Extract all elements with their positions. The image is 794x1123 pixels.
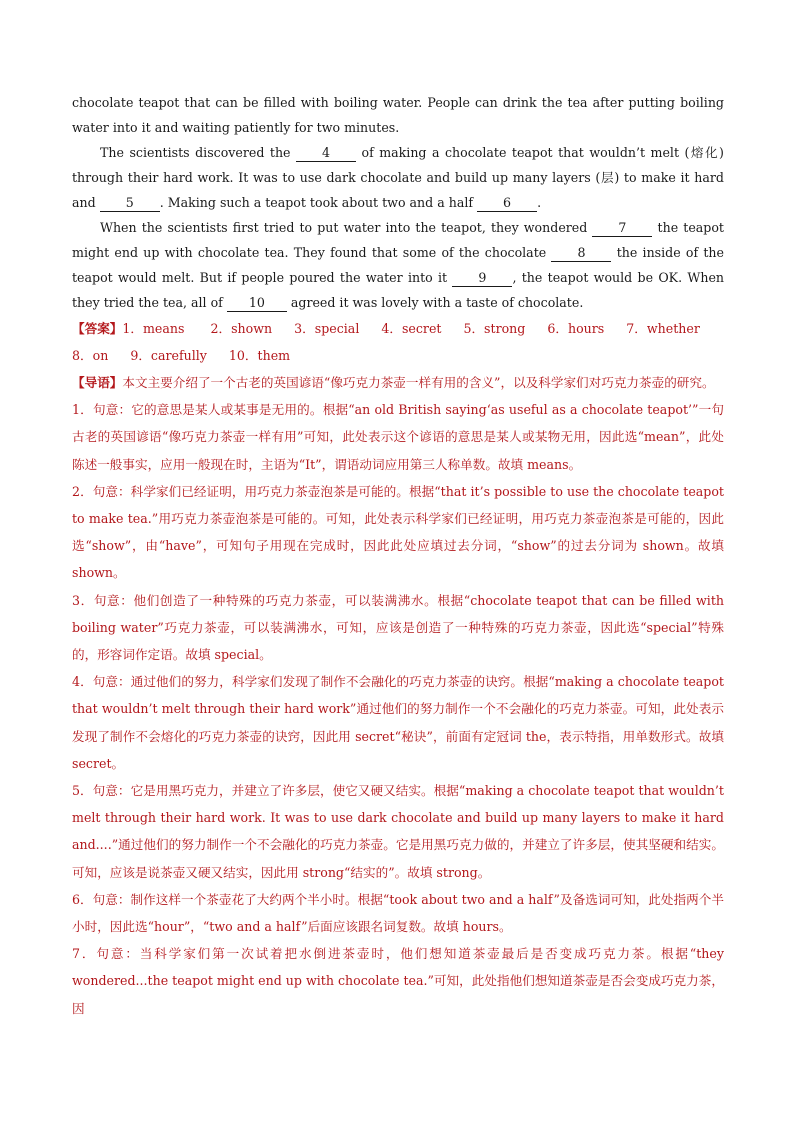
blank-5: 5	[100, 195, 160, 212]
answer-item: 7．whether	[626, 321, 700, 336]
passage-paragraph-1: chocolate teapot that can be filled with boiling water. People can drink the tea after putting boiling water into it and waiting patiently for two minutes.	[72, 95, 724, 135]
blank-4: 4	[296, 145, 356, 162]
answer-item: 1．means	[122, 321, 185, 336]
explanation-6: 6．句意：制作这样一个茶壶花了大约两个半小时。根据“took about two and a half”及备选词可知，此处指两个半小时，因此选“hour”，“two and a half”后面应该跟名词复数。故填 hours。	[72, 891, 724, 935]
passage-paragraph-2: The scientists discovered the 4 of making a chocolate teapot that wouldn’t melt (熔化) through their hard work. It was to use dark chocolate and build up many layers (层) to make it hard and 5 . Making such a teapot took about two and a half 6 .	[72, 145, 724, 210]
blank-8: 8	[551, 245, 611, 262]
answer-item: 3．special	[294, 321, 360, 336]
blank-7: 7	[592, 220, 652, 237]
answer-item: 6．hours	[547, 321, 605, 336]
document-page	[72, 90, 724, 1022]
explanation-3: 3．句意：他们创造了一种特殊的巧克力茶壶，可以装满沸水。根据“chocolate teapot that can be filled with boiling water”巧克力茶壶，可以装满沸水，可知，应该是创造了一种特殊的巧克力茶壶，因此选“special”特殊的，形容词作定语。故填 special。	[72, 592, 724, 663]
guide-text: 本文主要介绍了一个古老的英国谚语“像巧克力茶壶一样有用的含义”，以及科学家们对巧克力茶壶的研究。	[122, 375, 715, 390]
blank-9: 9	[452, 270, 512, 287]
answer-item: 8．on	[72, 348, 109, 363]
answer-item: 9．carefully	[130, 348, 207, 363]
answer-item: 4．secret	[381, 321, 442, 336]
passage-paragraph-3: When the scientists first tried to put water into the teapot, they wondered 7 the teapot might end up with chocolate tea. They found that some of the chocolate 8 the inside of the teapot would melt. But if people poured the water into it 9 , the teapot would be OK. When they tried the tea, all of 10 agreed it was lovely with a taste of chocolate.	[72, 220, 725, 310]
answer-item: 5．strong	[463, 321, 526, 336]
explanation-4: 4．句意：通过他们的努力，科学家们发现了制作不会融化的巧克力茶壶的诀窍。根据“making a chocolate teapot that wouldn’t melt through their hard work”通过他们的努力制作一个不会融化的巧克力茶壶。可知，此处表示发现了制作不会熔化的巧克力茶壶的诀窍，因此用 secret“秘诀”，前面有定冠词 the，表示特指，用单数形式。故填 secret。	[72, 674, 724, 771]
guide-label: 【导语】	[72, 375, 123, 390]
explanation-1: 1．句意：它的意思是某人或某事是无用的。根据“an old British saying‘as useful as a chocolate teapot’”一句古老的英国谚语“像巧克力茶壶一样有用”可知，此处表示这个谚语的意思是某人或某物无用，因此选“mean”，此处陈述一般事实，应用一般现在时，主语为“It”，谓语动词应用第三人称单数。故填 means。	[72, 402, 724, 472]
explanation-5: 5．句意：它是用黑巧克力，并建立了许多层，使它又硬又结实。根据“making a chocolate teapot that wouldn’t melt through their hard work. It was to use dark chocolate and build up many layers to make it hard and....”通过他们的努力制作一个不会融化的巧克力茶壶。它是用黑巧克力做的，并建立了许多层，使其坚硬和结实。可知，应该是说茶壶又硬又结实，因此用 strong“结实的”。故填 strong。	[72, 783, 724, 880]
answer-item: 2．shown	[210, 321, 273, 336]
explanation-2: 2．句意：科学家们已经证明，用巧克力茶壶泡茶是可能的。根据“that it’s possible to use the chocolate teapot to make tea.”用巧克力茶壶泡茶是可能的。可知，此处表示科学家们已经证明，用巧克力茶壶泡茶是可能的，因此选“show”，由“have”，可知句子用现在完成时，因此此处应填过去分词，“show”的过去分词为 shown。故填 shown。	[72, 483, 724, 581]
answer-item: 10．them	[228, 348, 291, 363]
blank-6: 6	[477, 195, 537, 212]
answer-section	[72, 315, 724, 342]
guide-section	[72, 369, 724, 396]
blank-10: 10	[227, 295, 287, 312]
explanation-7: 7．句意：当科学家们第一次试着把水倒进茶壶时，他们想知道茶壶最后是否变成巧克力茶。根据“they wondered...the teapot might end up with chocolate tea.”可知，此处指他们想知道茶壶是否会变成巧克力茶，因	[72, 946, 724, 1016]
answer-section-continued	[72, 342, 724, 369]
answer-label: 【答案】	[72, 321, 123, 336]
